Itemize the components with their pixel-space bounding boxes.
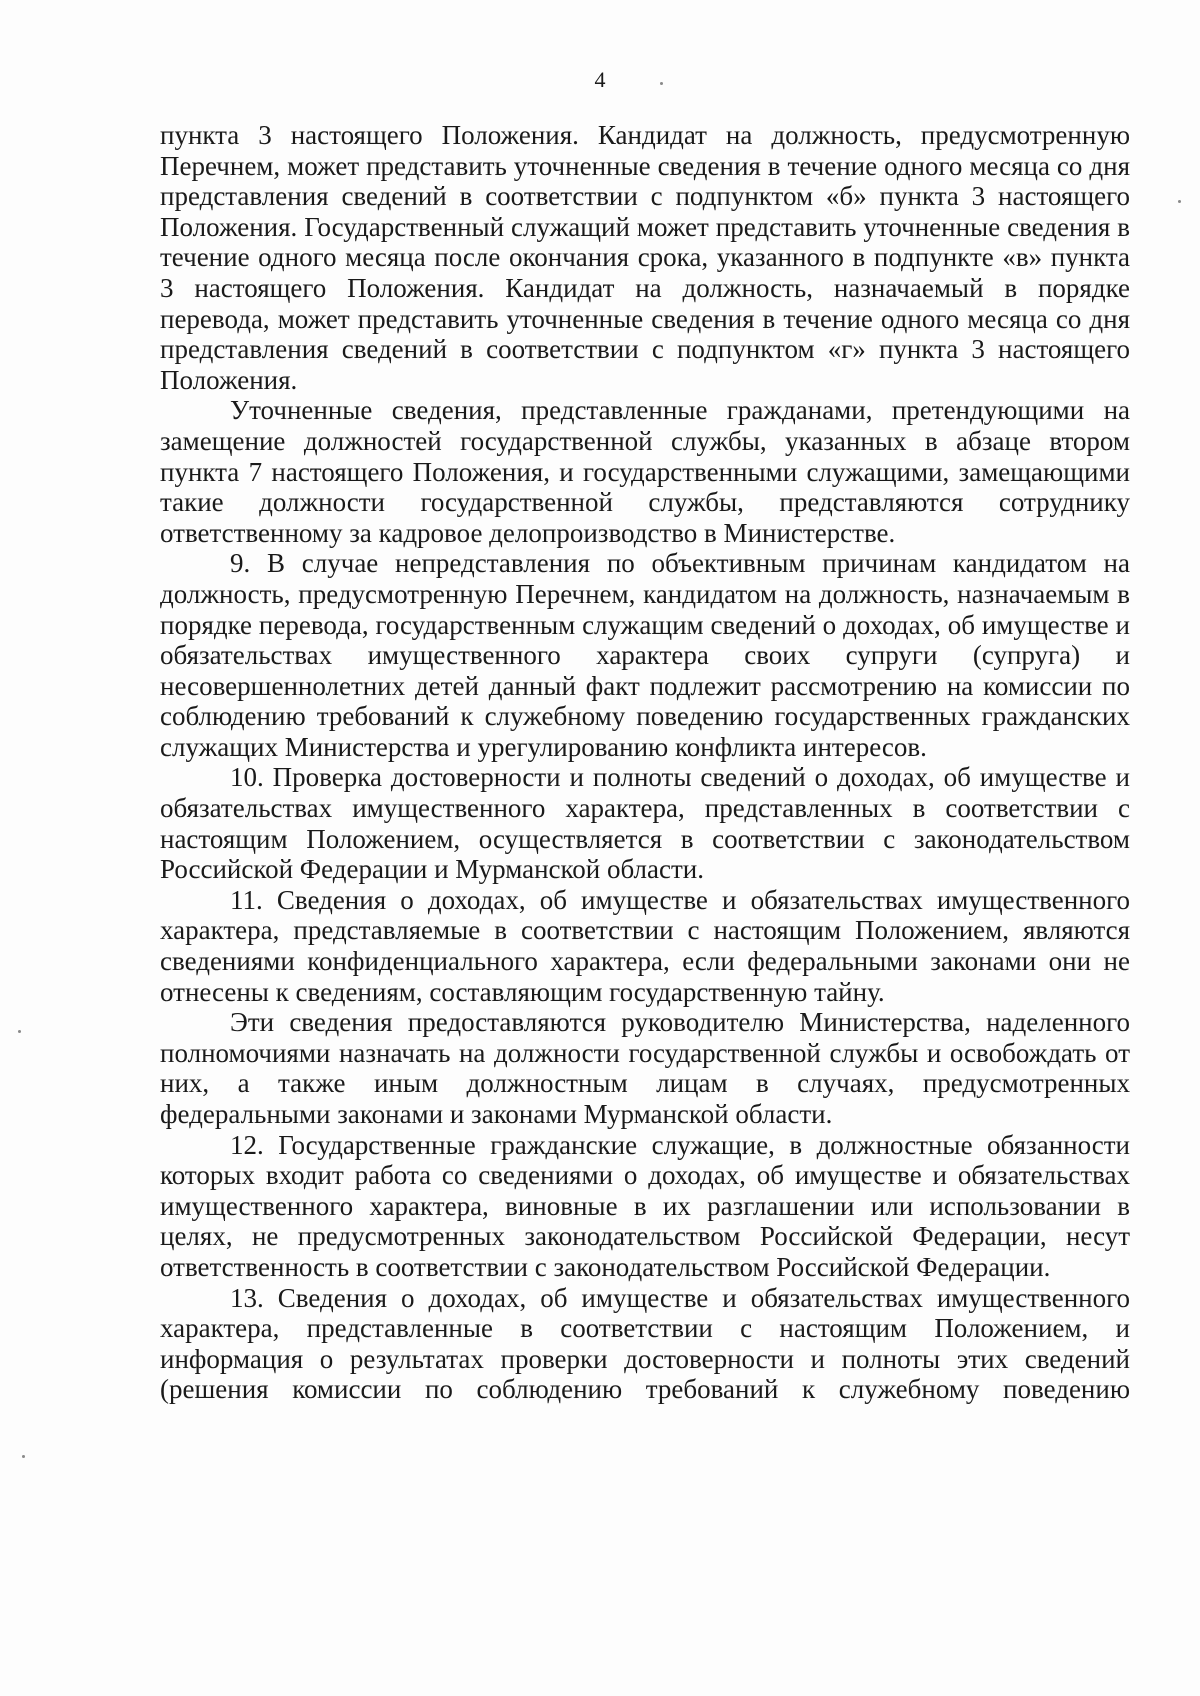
paragraph-continuation: пункта 3 настоящего Положения. Кандидат на должность, предусмотренную Перечнем, может представить уточненные сведения в течение одного месяца со дня представления сведений в соответствии с подпунктом «б» пункта 3 настоящего Положения. Государственный служащий может представить уточненные сведения в течение одного месяца после окончания срока, указанного в подпункте «в» пункта 3 настоящего Положения. Кандидат на должность, назначаемый в порядке перевода, может представить уточненные сведения в течение одного месяца со дня представления сведений в соответствии с подпунктом «г» пункта 3 настоящего Положения.	[160, 120, 1130, 395]
paragraph-item-11-continued: Эти сведения предоставляются руководителю Министерства, наделенного полномочиями назначать на должности государственной службы и освобождать от них, а также иным должностным лицам в случаях, предусмотренных федеральными законами и законами Мурманской области.	[160, 1007, 1130, 1129]
scan-speck	[18, 1030, 21, 1033]
paragraph-clarified-info: Уточненные сведения, представленные гражданами, претендующими на замещение должностей государственной службы, указанных в абзаце втором пункта 7 настоящего Положения, и государственными служащими, замещающими такие должности государственной службы, представляются сотруднику ответственному за кадровое делопроизводство в Министерстве.	[160, 395, 1130, 548]
paragraph-item-11: 11. Сведения о доходах, об имуществе и обязательствах имущественного характера, представляемые в соответствии с настоящим Положением, являются сведениями конфиденциального характера, если федеральными законами они не отнесены к сведениям, составляющим государственную тайну.	[160, 884, 1130, 1007]
page-number: 4	[594, 67, 606, 92]
scan-speck	[22, 1455, 25, 1458]
document-body	[160, 120, 1130, 1405]
paragraph-item-9: 9. В случае непредставления по объективным причинам кандидатом на должность, предусмотренную Перечнем, кандидатом на должность, назначаемым в порядке перевода, государственным служащим сведений о доходах, об имуществе и обязательствах имущественного характера своих супруги (супруга) и несовершеннолетних детей данный факт подлежит рассмотрению на комиссии по соблюдению требований к служебному поведению государственных гражданских служащих Министерства и урегулированию конфликта интересов.	[160, 548, 1130, 762]
scan-speck	[1178, 200, 1181, 203]
paragraph-item-10: 10. Проверка достоверности и полноты сведений о доходах, об имуществе и обязательствах имущественного характера, представленных в соответствии с настоящим Положением, осуществляется в соответствии с законодательством Российской Федерации и Мурманской области.	[160, 762, 1130, 885]
paragraph-item-12: 12. Государственные гражданские служащие, в должностные обязанности которых входит работа со сведениями о доходах, об имуществе и обязательствах имущественного характера, виновные в их разглашении или использовании в целях, не предусмотренных законодательством Российской Федерации, несут ответственность в соответствии с законодательством Российской Федерации.	[160, 1129, 1130, 1282]
scan-speck	[660, 82, 663, 85]
paragraph-item-13: 13. Сведения о доходах, об имуществе и обязательствах имущественного характера, представленные в соответствии с настоящим Положением, и информация о результатах проверки достоверности и полноты этих сведений (решения комиссии по соблюдению требований к служебному поведению	[160, 1282, 1130, 1405]
